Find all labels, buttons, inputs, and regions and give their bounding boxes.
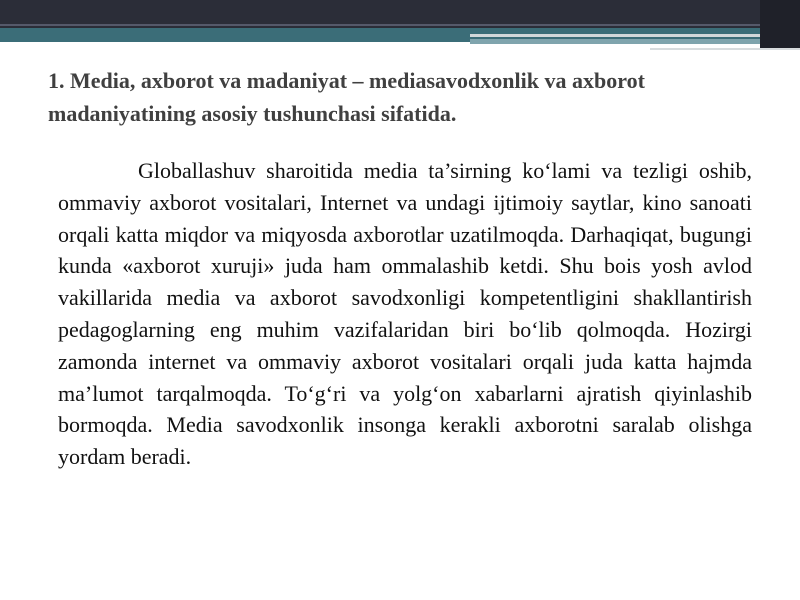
slide-title: 1. Media, axborot va madaniyat – mediasavodxonlik va axborot madaniyatining asosiy tushunchasi sifatida.: [48, 68, 645, 126]
header-highlight-line: [0, 24, 780, 26]
slide-body-paragraph: Globallashuv sharoitida media ta’sirning ko‘lami va tezligi oshib, ommaviy axborot vositalari, Internet va undagi ijtimoiy saytlar, kino sanoati orqali katta miqdor va miqyosda axborotlar uzatilmoqda. Darhaqiqat, bugungi kunda «axborot xuruji» juda ham ommalashib ketdi. Shu bois yosh avlod vakillarida media va axborot savodxonligi kompetentligini shakllantirish pedagoglarning eng muhim vazifalaridan biri bo‘lib qolmoqda. Hozirgi zamonda internet va ommaviy axborot vositalari orqali juda katta hajmda ma’lumot tarqalmoqda. To‘g‘ri va yolg‘on xabarlarni ajratish qiyinlashib bormoqda. Media savodxonlik insonga kerakli axborotni saralab olishga yordam beradi.: [58, 158, 752, 470]
header-underline: [650, 48, 800, 50]
header-corner-block: [760, 0, 800, 48]
header-accent-band: [470, 39, 800, 44]
header-accent-line: [470, 34, 780, 37]
